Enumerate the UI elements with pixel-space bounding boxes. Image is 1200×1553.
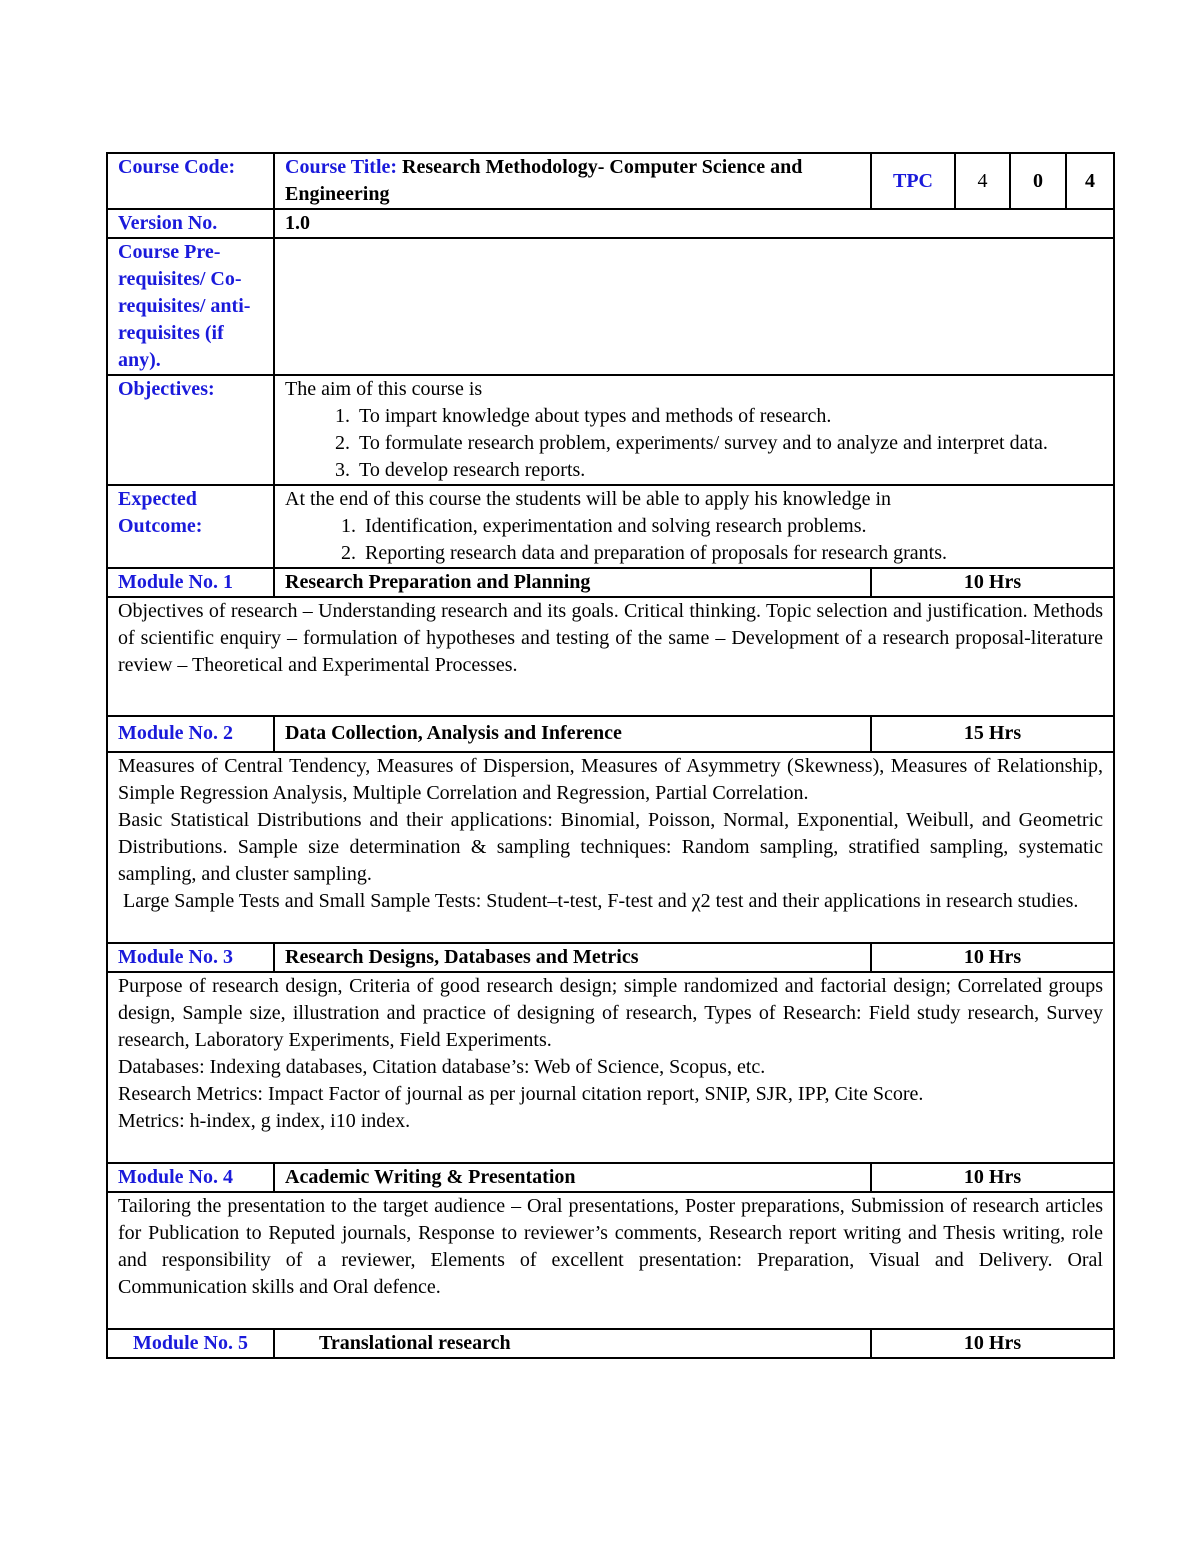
- objective-item: 2. To formulate research problem, experiments/ survey and to analyze and interpret data.: [355, 430, 1103, 457]
- module-1-body: [107, 597, 1114, 716]
- objectives-content: [274, 375, 1114, 485]
- course-title: Research Methodology- Computer Science and Engineering: [285, 156, 803, 205]
- module-description: [107, 1192, 1114, 1329]
- module-description: [107, 597, 1114, 716]
- module-paragraph: Basic Statistical Distributions and their applications: Binomial, Poisson, Normal, Exponential, Weibull, and Geometric Distributions. Sample size determination & sampling techniques: Random sampling, stratified sampling, systematic sampling, and cluster sampling.: [118, 809, 1103, 885]
- course-document: [106, 152, 1113, 1359]
- version-value: 1.0: [274, 209, 1114, 238]
- prerequisites-row: [107, 238, 1114, 375]
- objectives-intro: The aim of this course is: [285, 378, 483, 400]
- objectives-label: Objectives:: [107, 375, 274, 485]
- version-label: Version No.: [107, 209, 274, 238]
- header-row: [107, 153, 1114, 209]
- outcome-item: 1. Identification, experimentation and solving research problems.: [361, 513, 1103, 540]
- module-paragraph: Objectives of research – Understanding research and its goals. Critical thinking. Topic selection and justification. Methods of scientific enquiry – formulation of hypotheses and testing of the same – Development of a research proposal-literature review – Theoretical and Experimental Processes.: [118, 600, 1103, 676]
- module-label: Module No. 3: [107, 943, 274, 972]
- module-3-header: [107, 943, 1114, 972]
- module-title: Research Preparation and Planning: [274, 568, 871, 597]
- module-paragraph: Purpose of research design, Criteria of good research design; simple randomized and factorial design; Correlated groups design, Sample size, illustration and practice of designing of research, Types of Research: Field study research, Survey research, Laboratory Experiments, Field Experiments.: [118, 975, 1103, 1051]
- objectives-list: [285, 403, 1103, 484]
- module-1-header: [107, 568, 1114, 597]
- module-label: Module No. 1: [107, 568, 274, 597]
- module-title: Research Designs, Databases and Metrics: [274, 943, 871, 972]
- outcome-intro: At the end of this course the students will be able to apply his knowledge in: [285, 488, 891, 510]
- tpc-practical: 0: [1010, 153, 1066, 209]
- module-title: Translational research: [274, 1329, 871, 1358]
- module-title: Academic Writing & Presentation: [274, 1163, 871, 1192]
- module-4-body: [107, 1192, 1114, 1329]
- course-title-cell: [274, 153, 871, 209]
- tpc-label: TPC: [871, 153, 955, 209]
- prerequisites-value: [274, 238, 1114, 375]
- module-title: Data Collection, Analysis and Inference: [274, 716, 871, 752]
- module-5-header: [107, 1329, 1114, 1358]
- module-paragraph: Metrics: h-index, g index, i10 index.: [118, 1110, 411, 1132]
- outcome-item: 2. Reporting research data and preparation of proposals for research grants.: [361, 540, 1103, 567]
- module-paragraph: Databases: Indexing databases, Citation database’s: Web of Science, Scopus, etc.: [118, 1056, 766, 1078]
- course-code-label: Course Code:: [107, 153, 274, 209]
- objective-item: 1. To impart knowledge about types and methods of research.: [355, 403, 1103, 430]
- objectives-row: [107, 375, 1114, 485]
- course-title-label: Course Title:: [285, 156, 398, 178]
- module-hours: 10 Hrs: [871, 943, 1114, 972]
- module-paragraph: Research Metrics: Impact Factor of journal as per journal citation report, SNIP, SJR, IPP, Cite Score.: [118, 1083, 924, 1105]
- module-label: Module No. 2: [107, 716, 274, 752]
- module-paragraph: Tailoring the presentation to the target audience – Oral presentations, Poster preparations, Submission of research articles for Publication to Reputed journals, Response to reviewer’s comments, Research report writing and Thesis writing, role and responsibility of a reviewer, Elements of excellent presentation: Preparation, Visual and Delivery. Oral Communication skills and Oral defence.: [118, 1195, 1103, 1298]
- prerequisites-label: Course Pre-requisites/ Co-requisites/ anti-requisites (if any).: [107, 238, 274, 375]
- objective-item: 3. To develop research reports.: [355, 457, 1103, 484]
- module-hours: 10 Hrs: [871, 1329, 1114, 1358]
- version-row: [107, 209, 1114, 238]
- module-description: [107, 972, 1114, 1163]
- module-hours: 15 Hrs: [871, 716, 1114, 752]
- module-label: Module No. 5: [107, 1329, 274, 1358]
- tpc-credits: 4: [1066, 153, 1114, 209]
- outcome-content: [274, 485, 1114, 568]
- module-hours: 10 Hrs: [871, 1163, 1114, 1192]
- outcome-label: Expected Outcome:: [107, 485, 274, 568]
- module-description: [107, 752, 1114, 943]
- tpc-theory: 4: [955, 153, 1010, 209]
- outcome-row: [107, 485, 1114, 568]
- module-2-body: [107, 752, 1114, 943]
- course-table: [106, 152, 1115, 1359]
- module-3-body: [107, 972, 1114, 1163]
- module-paragraph: Measures of Central Tendency, Measures of Dispersion, Measures of Asymmetry (Skewness), Measures of Relationship, Simple Regression Analysis, Multiple Correlation and Regression, Partial Correlation.: [118, 755, 1103, 804]
- outcome-list: [285, 513, 1103, 567]
- module-label: Module No. 4: [107, 1163, 274, 1192]
- module-2-header: [107, 716, 1114, 752]
- module-hours: 10 Hrs: [871, 568, 1114, 597]
- module-paragraph: Large Sample Tests and Small Sample Tests: Student–t-test, F-test and χ2 test and their applications in research studies.: [118, 890, 1079, 912]
- module-4-header: [107, 1163, 1114, 1192]
